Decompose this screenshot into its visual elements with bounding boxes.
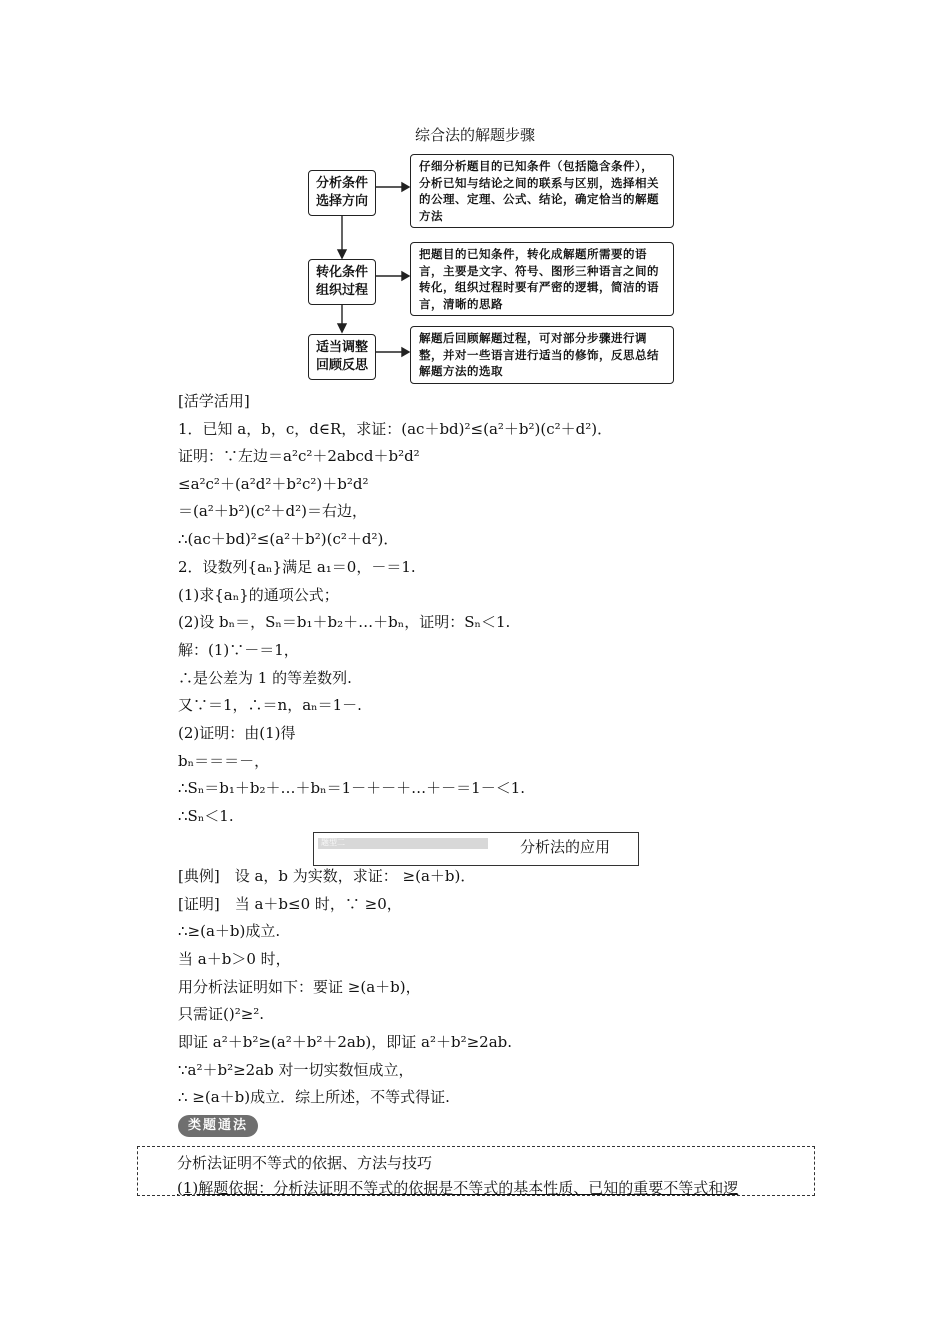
text-line: ＝(a²＋b²)(c²＋d²)＝右边，	[178, 502, 368, 520]
flow-step-3-label-line2: 回顾反思	[315, 358, 368, 373]
text-line: ∴Sₙ＜1.	[178, 807, 234, 825]
text-line: ∴≥(a＋b)成立.	[178, 922, 281, 940]
text-line: ≤a²c²＋(a²d²＋b²c²)＋b²d²	[178, 475, 369, 493]
text-line: 当 a＋b＞0 时，	[178, 950, 291, 968]
flow-step-1-label-line2: 选择方向	[315, 194, 368, 209]
text-line: ∴是公差为 1 的等差数列.	[178, 669, 352, 687]
section-tag: 题型二	[321, 838, 345, 847]
flow-step-3-detail: 解题后回顾解题过程，可对部分步骤进行调整，并对一些语言进行适当的修饰，反思总结解题方法的选取	[410, 326, 674, 384]
text-line: ∴Sₙ＝b₁＋b₂＋…＋bₙ＝1－＋－＋…＋－＝1－＜1.	[178, 779, 526, 797]
text-line: [活学活用]	[178, 392, 250, 410]
flow-step-2-detail: 把题目的已知条件，转化成解题所需要的语言，主要是文字、符号、图形三种语言之间的转化，组织过程时要有严密的逻辑，简洁的语言，清晰的思路	[410, 242, 674, 316]
diagram-title: 综合法的解题步骤	[414, 126, 535, 144]
flow-step-2	[308, 259, 376, 305]
text-line: 解：(1)∵－＝1，	[178, 641, 299, 659]
text-line: 即证 a²＋b²≥(a²＋b²＋2ab)，即证 a²＋b²≥2ab.	[178, 1033, 513, 1051]
text-line: [证明] 当 a＋b≤0 时，∵ ≥0，	[178, 895, 402, 913]
flow-step-1	[308, 170, 376, 216]
flow-step-3	[308, 334, 376, 380]
text-line: 1．已知 a，b，c，d∈R，求证：(ac＋bd)²≤(a²＋b²)(c²＋d²)．	[178, 420, 613, 438]
flow-step-2-label-line2: 组织过程	[315, 283, 368, 298]
text-line: [典例] 设 a，b 为实数，求证： ≥(a＋b)．	[178, 867, 476, 885]
text-line: ∴(ac＋bd)²≤(a²＋b²)(c²＋d²)．	[178, 530, 399, 548]
text-line: (1)求{aₙ}的通项公式；	[178, 586, 339, 604]
method-box-line: (1)解题依据：分析法证明不等式的依据是不等式的基本性质、已知的重要不等式和逻	[177, 1179, 739, 1197]
text-line: ∵a²＋b²≥2ab 对一切实数恒成立，	[178, 1061, 414, 1079]
text-line: bₙ＝＝＝－，	[178, 752, 270, 770]
text-line: 只需证()²≥².	[178, 1005, 265, 1023]
flow-step-1-detail: 仔细分析题目的已知条件（包括隐含条件），分析已知与结论之间的联系与区别，选择相关的公理、定理、公式、结论，确定恰当的解题方法	[410, 154, 674, 228]
text-line: 用分析法证明如下：要证 ≥(a＋b)，	[178, 978, 421, 996]
text-line: 证明：∵左边＝a²c²＋2abcd＋b²d²	[178, 447, 420, 465]
section-title: 分析法的应用	[520, 838, 611, 856]
method-box-title: 分析法证明不等式的依据、方法与技巧	[177, 1154, 433, 1172]
text-line: (2)设 bₙ＝，Sₙ＝b₁＋b₂＋…＋bₙ，证明：Sₙ＜1.	[178, 613, 511, 631]
method-badge: 类题通法	[178, 1115, 258, 1137]
text-line: (2)证明：由(1)得	[178, 724, 296, 742]
flow-step-3-label-line1: 适当调整	[315, 340, 368, 355]
text-line: 2．设数列{aₙ}满足 a₁＝0，－＝1.	[178, 558, 416, 576]
text-line: ∴ ≥(a＋b)成立．综上所述，不等式得证.	[178, 1088, 450, 1106]
flow-step-1-label-line1: 分析条件	[315, 176, 368, 191]
text-line: 又∵＝1，∴＝n，aₙ＝1－.	[178, 696, 362, 714]
flow-step-2-label-line1: 转化条件	[315, 265, 368, 280]
